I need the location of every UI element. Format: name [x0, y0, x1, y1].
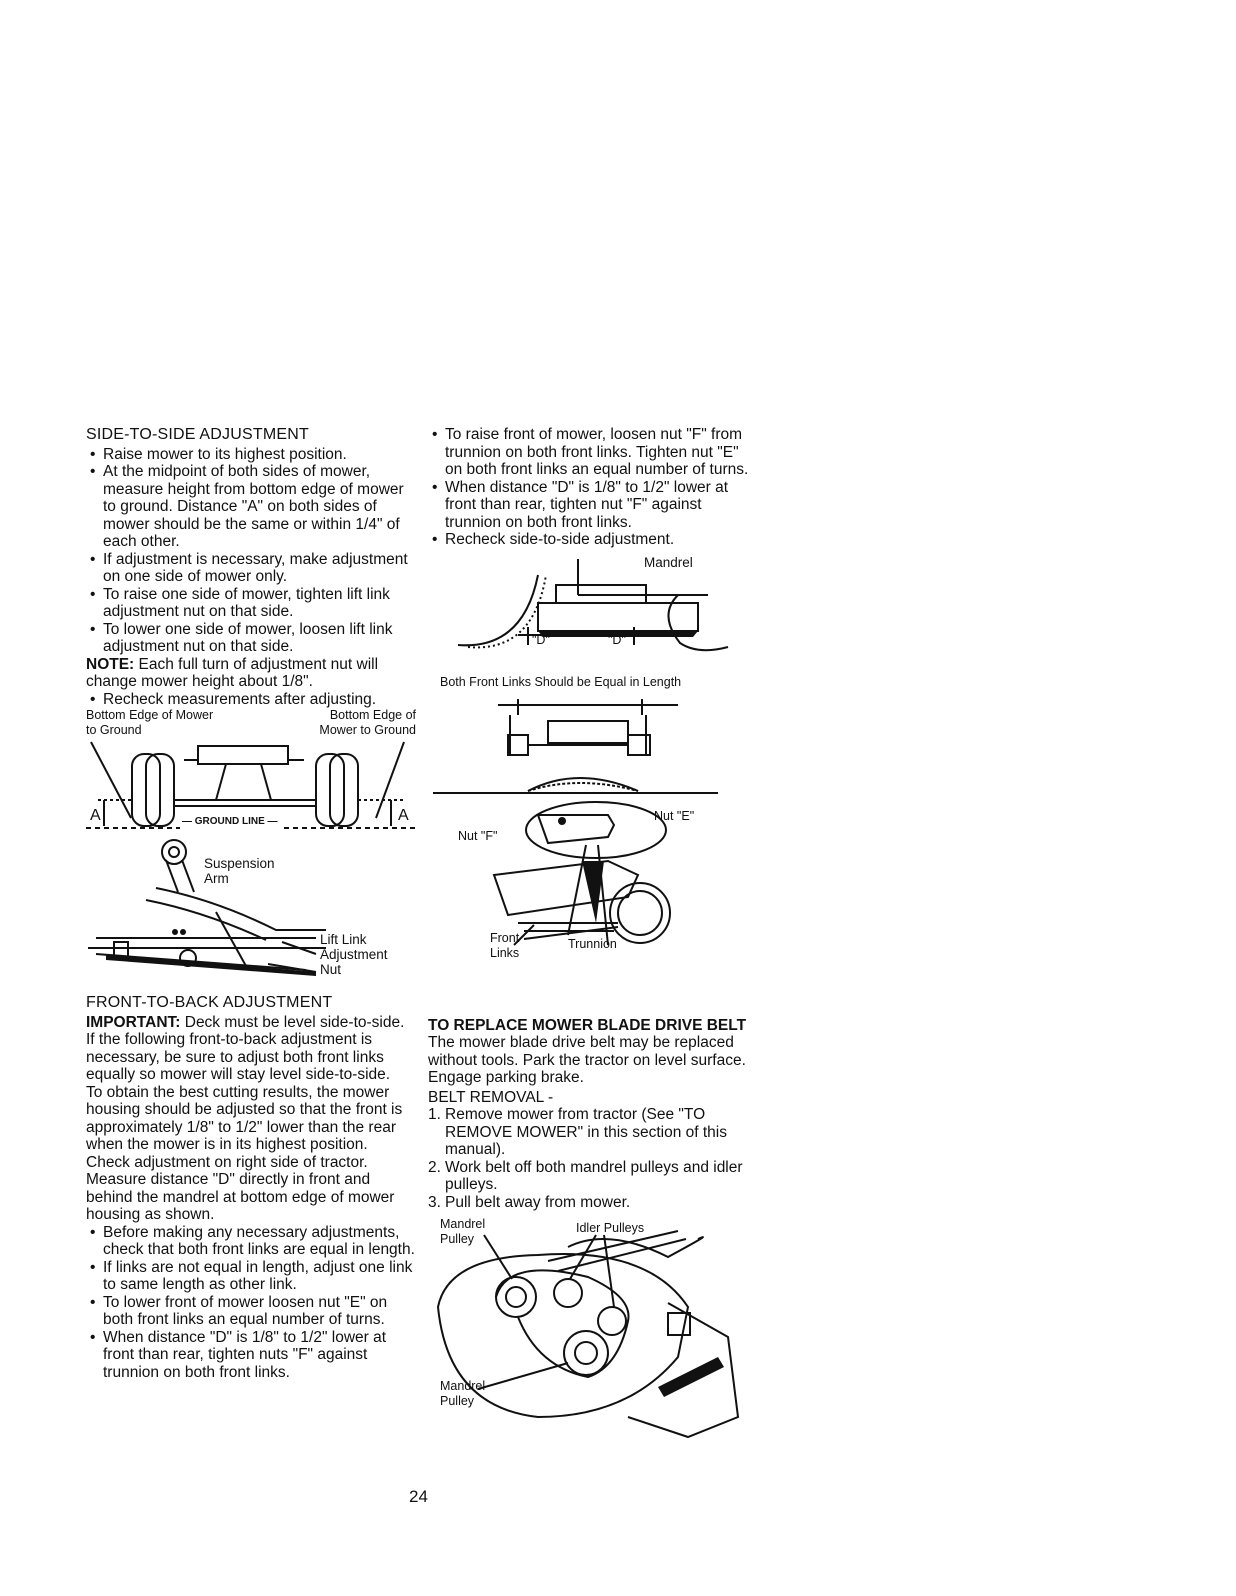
ground-line-label: — GROUND LINE — — [182, 816, 278, 827]
list-item: • To lower front of mower loosen nut "E" on both front links an equal number of turns. — [86, 1294, 416, 1329]
removal-steps — [428, 1106, 758, 1211]
page-number: 24 — [409, 1487, 428, 1506]
list-item: • Before making any necessary adjustments, check that both front links are equal in length. — [86, 1224, 416, 1259]
note-label: NOTE: — [86, 655, 135, 673]
side-to-side-list — [86, 446, 416, 656]
belt-removal-heading: BELT REMOVAL - — [428, 1088, 554, 1106]
mandrel-pulley-top-label: Mandrel Pulley — [440, 1217, 486, 1246]
step-text: Remove mower from tractor (See "TO REMOVE MOWER" in this section of this manual). — [445, 1106, 727, 1158]
distance-d-front: "D" — [532, 632, 550, 647]
list-item: • Recheck measurements after adjusting. — [86, 691, 416, 709]
list-item: • If links are not equal in length, adjust one link to same length as other link. — [86, 1259, 416, 1294]
important-paragraph — [86, 1014, 416, 1084]
bottom-edge-label-left: Bottom Edge of Mower to Ground — [86, 708, 214, 737]
list-item: • Recheck side-to-side adjustment. — [428, 531, 758, 549]
belt-routing-figure — [428, 1217, 758, 1447]
equal-length-caption: Both Front Links Should be Equal in Length — [440, 674, 682, 689]
mandrel-pulley-bottom-label: Mandrel Pulley — [440, 1379, 486, 1408]
front-to-back-list — [86, 1224, 416, 1382]
front-links-figure — [428, 675, 758, 1007]
front-links-label: Front Links — [490, 930, 520, 960]
left-column — [86, 426, 416, 1381]
important-text: Deck must be level side-to-side. If the following front-to-back adjustment is necessary, be sure to adjust both front links equally so mower will stay level side-to-side. — [86, 1013, 405, 1083]
list-item: • At the midpoint of both sides of mower, measure height from bottom edge of mower to ground. Distance "A" on both sides of mower should be the same or within 1/4" of each other. — [86, 463, 416, 551]
idler-pulleys-label: Idler Pulleys — [576, 1221, 645, 1235]
ground-line-drawing — [86, 708, 416, 830]
step-text: Work belt off both mandrel pulleys and idler pulleys. — [445, 1158, 743, 1193]
mandrel-label: Mandrel — [644, 554, 693, 570]
belt-routing-drawing — [428, 1217, 758, 1447]
bottom-edge-label-right: Bottom Edge of Mower to Ground — [319, 708, 416, 737]
list-item: • To lower one side of mower, loosen lift link adjustment nut on that side. — [86, 621, 416, 656]
lift-link-label: Lift Link Adjustment Nut — [320, 932, 388, 977]
mandrel-distance-drawing — [428, 555, 758, 665]
list-item — [428, 1194, 758, 1212]
note-text: Each full turn of adjustment nut will change mower height about 1/8". — [86, 655, 379, 690]
important-label: IMPORTANT: — [86, 1013, 181, 1031]
check-paragraph: Check adjustment on right side of tractor. Measure distance "D" directly in front and behind the mandrel at bottom edge of mower housing as shown. — [86, 1153, 395, 1223]
distance-a-right: A — [398, 807, 409, 824]
trunnion-label: Trunnion — [568, 936, 617, 951]
step-text: Pull belt away from mower. — [445, 1193, 631, 1211]
distance-d-rear: "D" — [608, 632, 626, 647]
list-item — [428, 1106, 758, 1159]
front-to-back-heading: FRONT-TO-BACK ADJUSTMENT — [86, 994, 333, 1011]
nut-f-label: Nut "F" — [458, 828, 498, 843]
note-paragraph — [86, 656, 416, 691]
step-number: 1. — [428, 1106, 441, 1123]
replace-paragraph: The mower blade drive belt may be replaced without tools. Park the tractor on level surface. Engage parking brake. — [428, 1034, 746, 1086]
list-item — [428, 1159, 758, 1194]
suspension-arm-figure — [86, 830, 416, 980]
ground-line-figure — [86, 708, 416, 830]
list-item: • If adjustment is necessary, make adjustment on one side of mower only. — [86, 551, 416, 586]
replace-belt-heading: TO REPLACE MOWER BLADE DRIVE BELT — [428, 1016, 747, 1034]
side-to-side-heading: SIDE-TO-SIDE ADJUSTMENT — [86, 426, 309, 443]
distance-a-left: A — [90, 807, 101, 824]
list-item: • To raise front of mower, loosen nut "F" from trunnion on both front links. Tighten nut "E" on both front links an equal number of turns. — [428, 426, 758, 479]
right-column — [428, 426, 758, 1447]
right-bullet-list — [428, 426, 758, 549]
mandrel-distance-figure — [428, 555, 758, 665]
list-item: • When distance "D" is 1/8" to 1/2" lower at front than rear, tighten nut "F" against trunnion on both front links. — [428, 479, 758, 532]
nut-e-label: Nut "E" — [654, 808, 695, 823]
obtain-paragraph: To obtain the best cutting results, the mower housing should be adjusted so that the front is approximately 1/8" to 1/2" lower than the rear when the mower is in its highest position. — [86, 1083, 403, 1153]
suspension-arm-label: Suspension Arm — [204, 856, 275, 886]
list-item: • To raise one side of mower, tighten lift link adjustment nut on that side. — [86, 586, 416, 621]
step-number: 2. — [428, 1158, 441, 1176]
list-item: • When distance "D" is 1/8" to 1/2" lower at front than rear, tighten nuts "F" against trunnion on both front links. — [86, 1329, 416, 1382]
step-number: 3. — [428, 1193, 441, 1211]
recheck-list — [86, 691, 416, 709]
list-item: • Raise mower to its highest position. — [86, 446, 416, 464]
